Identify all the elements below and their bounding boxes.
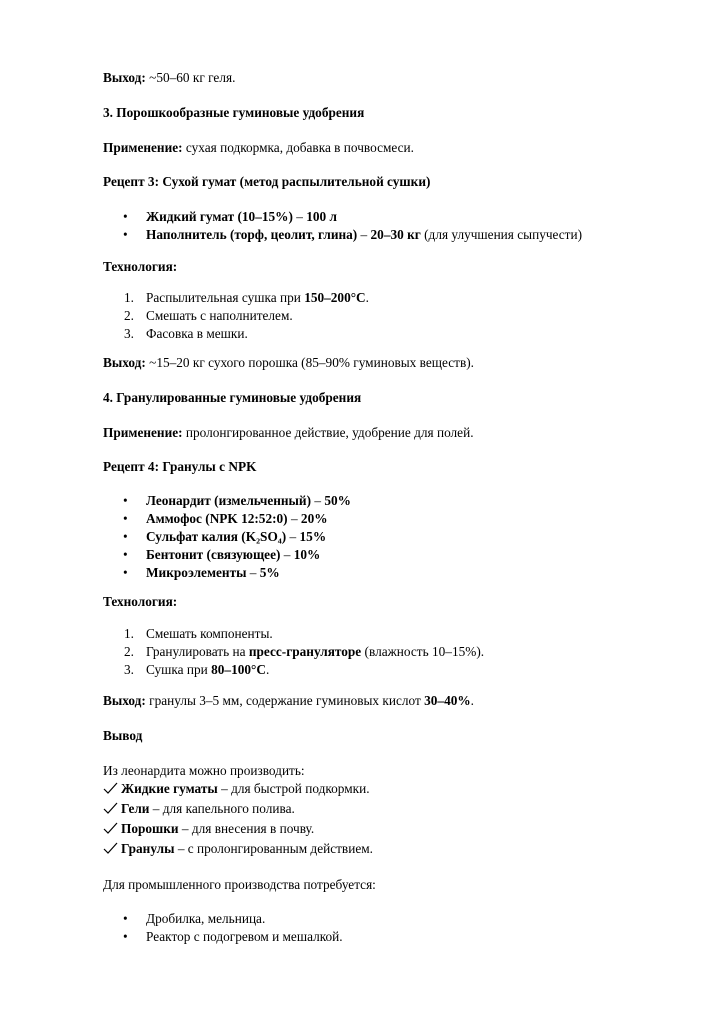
conclusion-item: Гели – для капельного полива.	[103, 799, 295, 819]
list-item: 2. Гранулировать на пресс-грануляторе (влажность 10–15%).	[124, 644, 485, 659]
application-text: сухая подкормка, добавка в почвосмеси.	[182, 140, 414, 155]
recipe-4-heading: Рецепт 4: Гранулы с NPK	[103, 459, 257, 474]
output-text: ~15–20 кг сухого порошка (85–90% гуминовых веществ).	[145, 355, 474, 370]
checkmark-icon	[103, 819, 118, 839]
conclusion-intro: Из леонардита можно производить:	[103, 763, 305, 778]
recipe-4-ingredients	[146, 492, 351, 582]
industrial-intro: Для промышленного производства потребуется:	[103, 877, 376, 892]
technology-4-heading: Технология:	[103, 594, 178, 609]
list-item: • Леонардит (измельченный) – 50%	[146, 492, 351, 510]
conclusion-heading: Вывод	[103, 728, 143, 743]
list-item: • Бентонит (связующее) – 10%	[146, 546, 351, 564]
list-item: • Наполнитель (торф, цеолит, глина) – 20–30 кг (для улучшения сыпучести)	[146, 226, 582, 244]
application-text: пролонгированное действие, удобрение для полей.	[182, 425, 474, 440]
list-item: 3. Фасовка в мешки.	[124, 326, 248, 341]
output-label: Выход:	[103, 693, 146, 708]
list-item: • Микроэлементы – 5%	[146, 564, 351, 582]
checkmark-icon	[103, 779, 118, 799]
list-item: 1. Смешать компоненты.	[124, 626, 273, 641]
conclusion-item: Жидкие гуматы – для быстрой подкормки.	[103, 779, 370, 799]
conclusion-item: Порошки – для внесения в почву.	[103, 819, 314, 839]
list-item: 3. Сушка при 80–100°C.	[124, 662, 270, 677]
application-label: Применение:	[103, 425, 183, 440]
technology-4-steps	[124, 625, 485, 679]
list-item: • Сульфат калия (K₂SO₄) – 15%	[146, 528, 351, 546]
application-label: Применение:	[103, 140, 183, 155]
checkmark-icon	[103, 839, 118, 859]
section-4-heading: 4. Гранулированные гуминовые удобрения	[103, 390, 362, 405]
output-gel-line	[103, 68, 235, 88]
output-powder-line	[103, 353, 474, 373]
output-label: Выход:	[103, 355, 146, 370]
list-item: • Жидкий гумат (10–15%) – 100 л	[146, 208, 582, 226]
technology-3-heading: Технология:	[103, 259, 178, 274]
output-granules-line: Выход: гранулы 3–5 мм, содержание гуминовых кислот 30–40%.	[103, 693, 474, 708]
list-item: • Реактор с подогревом и мешалкой.	[146, 928, 343, 946]
recipe-3-ingredients	[146, 208, 582, 244]
industrial-equipment-list	[146, 910, 343, 946]
list-item: • Аммофос (NPK 12:52:0) – 20%	[146, 510, 351, 528]
list-item: • Дробилка, мельница.	[146, 910, 343, 928]
list-item: 1. Распылительная сушка при 150–200°C.	[124, 290, 369, 305]
application-4-line	[103, 423, 474, 443]
checkmark-icon	[103, 799, 118, 819]
recipe-3-heading: Рецепт 3: Сухой гумат (метод распылительной сушки)	[103, 174, 431, 189]
section-3-heading: 3. Порошкообразные гуминовые удобрения	[103, 105, 365, 120]
output-text: гранулы 3–5 мм, содержание гуминовых кислот	[145, 693, 425, 708]
conclusion-item: Гранулы – с пролонгированным действием.	[103, 839, 373, 859]
list-item: 2. Смешать с наполнителем.	[124, 308, 293, 323]
application-3-line	[103, 138, 414, 158]
technology-3-steps	[124, 289, 369, 343]
output-label: Выход:	[103, 70, 146, 85]
output-text: ~50–60 кг геля.	[145, 70, 236, 85]
